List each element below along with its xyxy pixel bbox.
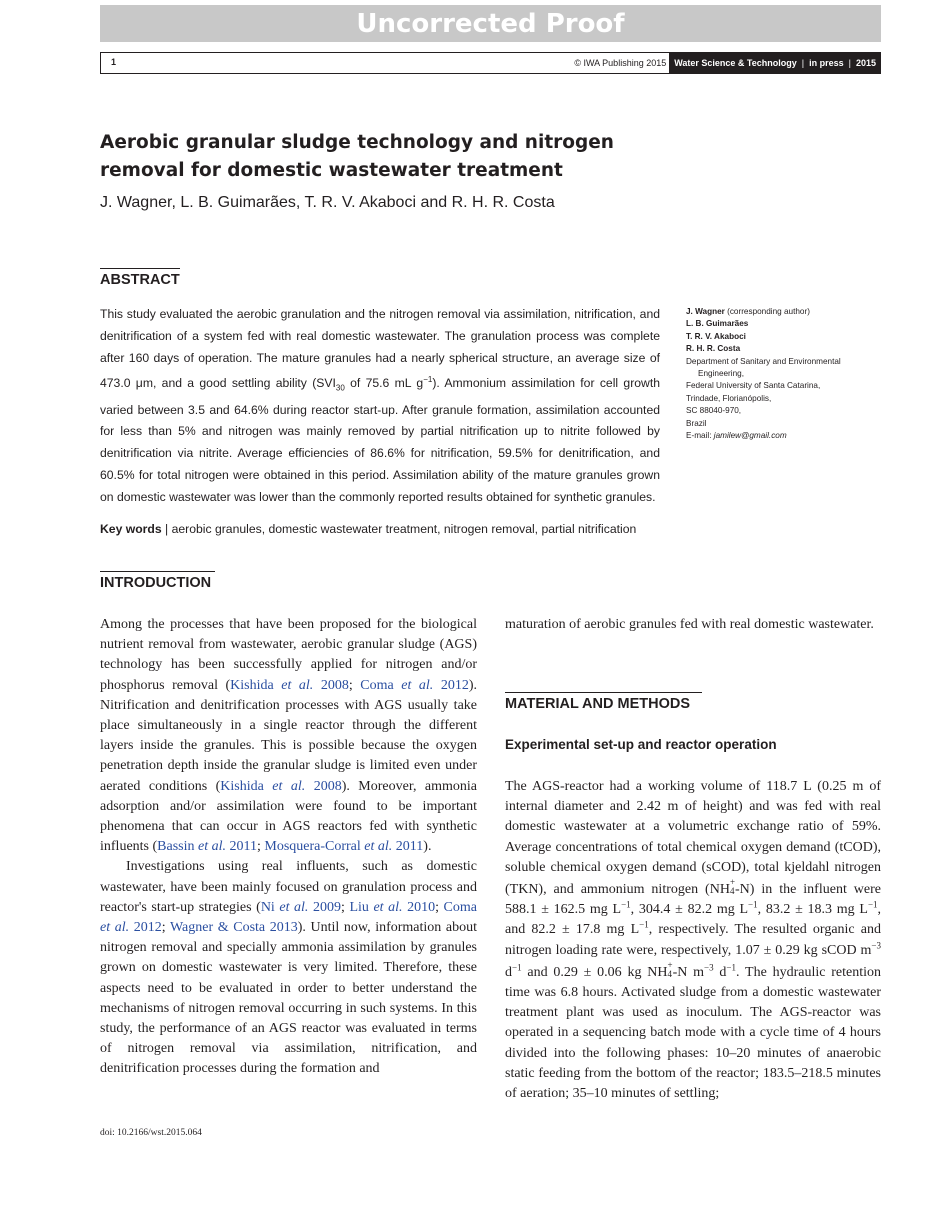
journal-name: Water Science & Technology: [674, 58, 797, 68]
journal-box: [669, 52, 881, 74]
keywords-list: aerobic granules, domestic wastewater treatment, nitrogen removal, partial nitrification: [171, 522, 637, 536]
intro-continuation: maturation of aerobic granules fed with real domestic wastewater.: [505, 617, 874, 632]
department-cont: Engineering,: [698, 369, 744, 379]
abstract-text: of 75.6 mL g: [344, 376, 424, 391]
separator: |: [848, 58, 851, 68]
country: Brazil: [686, 418, 707, 428]
citation[interactable]: Ni et al. 2009: [260, 899, 341, 915]
abstract-text: ). Ammonium assimilation for cell growth varied between 3.5 and 64.6% during reactor start-up. After granule formation, assimilation accounted for less than 5% and nitrogen was mainly removed by partial nitrification up to nitrite followed by denitrification via nitrite. Average efficiencies of 86.6% for nitrification, 59.5% for denitrification, and 60.5% for total nitrogen were obtained in this period. Assimilation ability of the mature granules grown on domestic wastewater was lower than the commonly reported results obtained for synthetic granules.: [100, 376, 661, 504]
body-text: ;: [256, 839, 265, 855]
citation[interactable]: Mosquera-Corral et al. 2011: [264, 839, 424, 855]
methods-rule: [505, 692, 702, 693]
keywords-label: Key words: [100, 522, 162, 536]
author-name: R. H. R. Costa: [686, 344, 741, 354]
methods-paragraph: The AGS-reactor had a working volume of 118.7 L (0.25 m of internal diameter and 2.42 m of height) and was fed with real domestic wastewater at a volumetric exchange ratio of 59%. Average concentrations of total chemical oxygen demand (tCOD), soluble chemical oxygen demand (sCOD), total kjeldahl nitrogen (TKN), and ammonium nitrogen (NH + 4 -N) in the influent were 588.1 ± 162.5 mg $L^{-1}$, 304.4 ± 82.2 mg $L^{-1}$, 83.2 ± 18.3 mg $L^{-1}$, and 82.2 ± 17.8 mg $L^{-1}$, respectively. The resulted organic and nitrogen loading rate were, respectively, 1.07 ± 0.29 kg sCOD $m^{-3}$ $d^{-1}$ and 0.29 ± 0.06 kg NH + 4 -N $m^{-3}$ $d^{-1}$. The hydraulic retention time was 6.8 hours. Activated sludge from a domestic wastewater treatment plant was used as inoculum. The AGS-reactor was operated in a sequencing batch mode with a cycle time of 4 hours divided into the following phases: 10–20 minutes of anaerobic static feeding from the bottom of the reactor; 183.5–218.5 minutes of aeration; 35–10 minutes of settling;: [505, 779, 882, 1102]
intro-rule: [100, 571, 215, 572]
university: Federal University of Santa Catarina,: [686, 381, 821, 391]
copyright: © IWA Publishing 2015: [574, 58, 667, 68]
article-title: Aerobic granular sludge technology and nitrogen removal for domestic wastewater treatment: [100, 132, 614, 181]
abstract-heading: ABSTRACT: [100, 272, 180, 288]
intro-paragraph-1: [100, 615, 477, 857]
author-affiliation: [686, 306, 886, 442]
body-text: ). Nitrification and denitrification processes with AGS usually take place simultaneously in a single reactor through the different layers inside the granules. This is possible because the oxygen penetration depth inside the granular sludge is limited even under aerated conditions (: [100, 677, 478, 794]
citation[interactable]: Coma et al. 2012: [360, 677, 469, 693]
body-text: Investigations using real influents, such as domestic wastewater, have been mainly focused on granulation process and reactor's start-up strategies (: [100, 859, 477, 915]
citation[interactable]: Kishida et al. 2008: [230, 677, 349, 693]
doi[interactable]: doi: 10.2166/wst.2015.064: [100, 1128, 202, 1138]
body-text: ;: [341, 899, 350, 915]
body-text: ). Until now, information about nitrogen removal and specially ammonia assimilation by granules grown on domestic wastewater is very limited. Therefore, these aspects need to be evaluated in order to better understand the mechanisms of nitrogen removal occurring in such systems. In this study, the performance of an AGS reactor was evaluated in terms of nitrogen removal via assimilation, nitrification, and denitrification processes during the formation and: [100, 920, 478, 1077]
body-text: ). Moreover, ammonia adsorption and/or assimilation were found to be important phenomena that can occur in AGS reactors fed with synthetic influents (: [100, 778, 477, 855]
running-head-right: [571, 52, 881, 74]
citation[interactable]: Bassin et al. 2011: [157, 839, 257, 855]
abstract-text: This study evaluated the aerobic granulation and the nitrogen removal via assimilation, nitrification, and denitrification of a system fed with real domestic wastewater. The granulation process was complete after 160 days of operation. The mature granules had a nearly spherical structure, an average size of 473.0 μm, and a good settling ability (SVI: [100, 307, 660, 391]
body-text: Among the processes that have been proposed for the biological nutrient removal from wastewater, aerobic granular sludge (AGS) technology has been successfully applied for nitrogen and/or phosphorus removal (: [100, 617, 477, 693]
citation[interactable]: Wagner & Costa 2013: [169, 920, 298, 936]
citation[interactable]: Kishida et al. 2008: [220, 778, 342, 794]
methods-heading: MATERIAL AND METHODS: [505, 696, 691, 712]
subscript: 30: [335, 383, 345, 393]
citation[interactable]: Liu et al. 2010: [349, 899, 436, 915]
body-text: ;: [161, 920, 170, 936]
left-column: [100, 615, 477, 1080]
email[interactable]: jamilew@gmail.com: [713, 431, 787, 441]
email-line: [686, 430, 886, 442]
press-status: in press: [809, 58, 844, 68]
uncorrected-proof-banner: Uncorrected Proof: [100, 5, 881, 42]
intro-paragraph-2: [100, 857, 477, 1079]
postal-code: SC 88040-970,: [686, 406, 742, 416]
author-name: T. R. V. Akaboci: [686, 331, 746, 341]
body-text: ;: [348, 677, 361, 693]
journal-year: 2015: [855, 58, 876, 68]
city: Trindade, Florianópolis,: [686, 393, 772, 403]
separator: |: [801, 58, 805, 68]
email-label: E-mail:: [686, 431, 714, 441]
running-head: [100, 52, 881, 74]
body-text: ).: [423, 839, 432, 855]
citation[interactable]: Coma et al. 2012: [100, 899, 477, 936]
abstract-rule: [100, 268, 180, 269]
page-number: 1: [111, 57, 117, 67]
keywords-separator: |: [165, 522, 169, 536]
superscript: −1: [423, 375, 433, 385]
department: Department of Sanitary and Environmental: [686, 356, 841, 366]
author-name: L. B. Guimarães: [686, 319, 749, 329]
author-list: J. Wagner, L. B. Guimarães, T. R. V. Akaboci and R. H. R. Costa: [100, 194, 555, 211]
keywords: [100, 522, 670, 536]
corresponding-note: (corresponding author): [724, 307, 810, 316]
methods-subheading: Experimental set-up and reactor operation: [505, 737, 777, 752]
right-column-intro: [505, 615, 881, 635]
right-column-methods: [505, 777, 881, 1104]
author-name: J. Wagner: [686, 307, 725, 316]
abstract-body: [100, 304, 660, 509]
body-text: ;: [435, 899, 444, 915]
intro-heading: INTRODUCTION: [100, 575, 212, 591]
